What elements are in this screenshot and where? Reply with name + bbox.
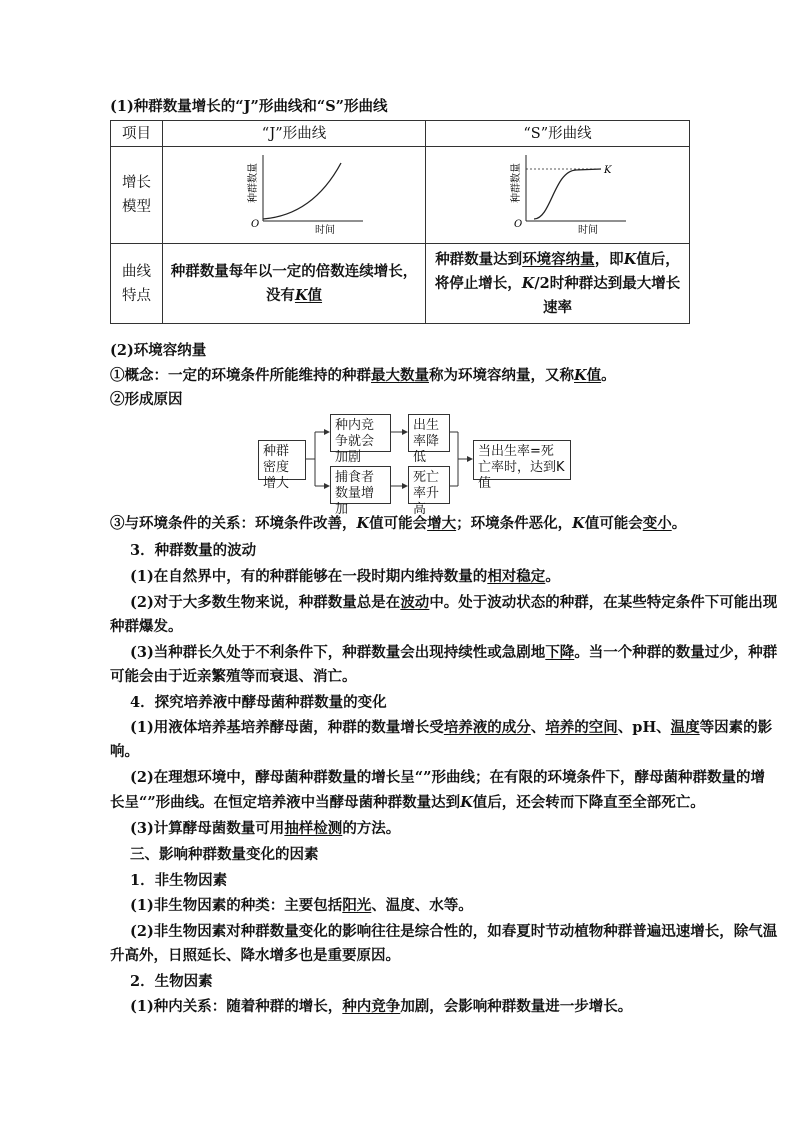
section-title-curves: (1)种群数量增长的“J”形曲线和“S”形曲线	[110, 98, 388, 115]
fluctuation-p3-l2: 可能会由于近亲繁殖等而衰退、消亡。	[110, 668, 357, 685]
abiotic-p2-l2: 升高外，日照延长、降水增多也是重要原因。	[110, 947, 400, 964]
row-label-model: 增长 模型	[111, 147, 163, 244]
fluctuation-p1: (1)在自然界中，有的种群能够在一段时期内维持数量的相对稳定。	[130, 568, 560, 585]
flow-predator-increase: 捕食者数量增加	[330, 466, 391, 504]
header-s-curve: “S”形曲线	[426, 121, 690, 147]
y-axis-label: 种群数量	[248, 163, 259, 203]
yeast-p2-l2: 长呈“”形曲线。在恒定培养液中当酵母菌种群数量达到K值后，还会转而下降直至全部死亡。	[110, 794, 705, 811]
flow-reach-k-value: 当出生率=死亡率时，达到K值	[473, 440, 571, 480]
concept-line: ①概念：一定的环境条件所能维持的种群最大数量称为环境容纳量，又称K值。	[110, 367, 616, 384]
yeast-p3: (3)计算酵母菌数量可用抽样检测的方法。	[130, 820, 401, 837]
biotic-p1: (1)种内关系：随着种群的增长，种内竞争加剧，会影响种群数量进一步增长。	[130, 998, 633, 1015]
section-title-fluctuation: 3．种群数量的波动	[130, 542, 257, 559]
s-curve-feature: 种群数量达到环境容纳量，即K值后， 将停止增长，K/2时种群达到最大增长 速率	[426, 244, 690, 324]
x-axis-label: 时间	[315, 225, 335, 235]
header-j-curve: “J”形曲线	[163, 121, 426, 147]
fluctuation-p3-l1: (3)当种群长久处于不利条件下，种群数量会出现持续性或急剧地下降。当一个种群的数量过少，种群	[130, 644, 778, 661]
abiotic-p1: (1)非生物因素的种类：主要包括阳光、温度、水等。	[130, 897, 473, 914]
subsection-biotic: 2．生物因素	[130, 973, 213, 990]
flow-intraspecific-competition: 种内竞争就会加剧	[330, 414, 391, 452]
relation-line: ③与环境条件的关系：环境条件改善，K值可能会增大；环境条件恶化，K值可能会变小。	[110, 515, 687, 532]
fluctuation-p2-l1: (2)对于大多数生物来说，种群数量总是在波动中。处于波动状态的种群，在某些特定条件下可能出现	[130, 594, 778, 611]
flow-birth-rate-decrease: 出生率降低	[408, 414, 450, 452]
fluctuation-p2-l2: 种群爆发。	[110, 618, 183, 635]
yeast-p1-l2: 响。	[110, 743, 139, 760]
yeast-p2-l1: (2)在理想环境中，酵母菌种群数量的增长呈“”形曲线；在有限的环境条件下，酵母菌种群数量的增	[130, 769, 765, 786]
y-axis-label: 种群数量	[511, 163, 522, 203]
section-title-yeast: 4．探究培养液中酵母菌种群数量的变化	[130, 694, 387, 711]
origin-label: O	[514, 219, 523, 230]
row-label-feature: 曲线 特点	[111, 244, 163, 324]
j-curve-feature: 种群数量每年以一定的倍数连续增长， 没有K值	[163, 244, 426, 324]
section-title-capacity: (2)环境容纳量	[110, 342, 207, 359]
formation-cause-title: ②形成原因	[110, 391, 183, 408]
section-title-factors: 三、影响种群数量变化的因素	[130, 846, 319, 863]
header-item: 项目	[111, 121, 163, 147]
k-label: K	[604, 165, 612, 176]
subsection-abiotic: 1．非生物因素	[130, 872, 228, 889]
origin-label: O	[251, 219, 260, 230]
yeast-p1-l1: (1)用液体培养基培养酵母菌，种群的数量增长受培养液的成分、培养的空间、pH、温度等因素的影	[130, 719, 773, 736]
flow-arrows	[0, 0, 800, 520]
x-axis-label: 时间	[578, 225, 598, 235]
abiotic-p2-l1: (2)非生物因素对种群数量变化的影响往往是综合性的，如春夏时节动植物种群普遍迅速增长，除气温	[130, 923, 778, 940]
flow-death-rate-increase: 死亡率升高	[408, 466, 450, 504]
flow-density-increase: 种群密度增大	[258, 440, 306, 480]
